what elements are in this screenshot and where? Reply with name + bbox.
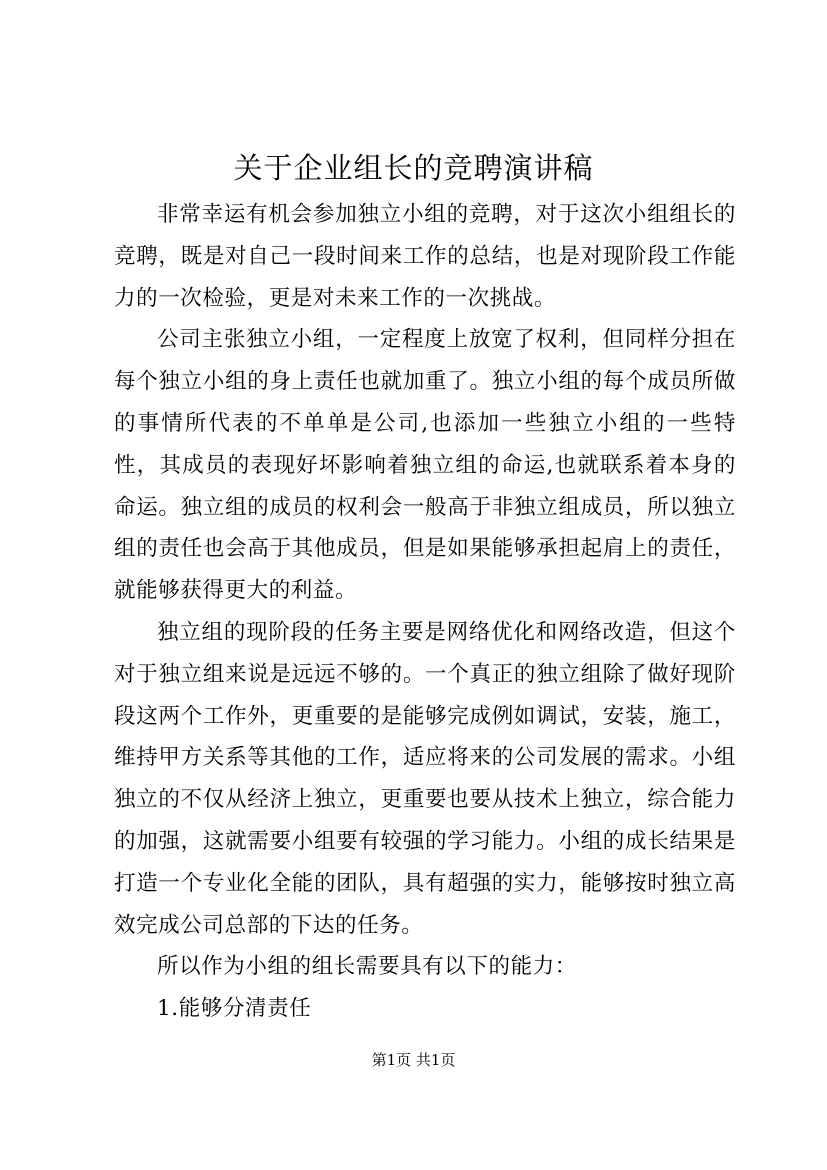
paragraph-responsibility: 公司主张独立小组，一定程度上放宽了权利，但同样分担在每个独立小组的身上责任也就加重了。独立小组的每个成员所做的事情所代表的不单单是公司,也添加一些独立小组的一些特性，其成员的表现好坏影响着独立组的命运,也就联系着本身的命运。独立组的成员的权利会一般高于非独立组成员，所以独立组的责任也会高于其他成员，但是如果能够承担起肩上的责任，就能够获得更大的利益。	[114, 327, 736, 604]
paragraph-intro: 非常幸运有机会参加独立小组的竞聘，对于这次小组组长的竞聘，既是对自己一段时间来工作的总结，也是对现阶段工作能力的一次检验，更是对未来工作的一次挑战。	[114, 202, 736, 311]
paragraph-tasks: 独立组的现阶段的任务主要是网络优化和网络改造，但这个对于独立组来说是远远不够的。一个真正的独立组除了做好现阶段这两个工作外，更重要的是能够完成例如调试，安装，施工，维持甲方关系等其他的工作，适应将来的公司发展的需求。小组独立的不仅从经济上独立，更重要也要从技术上独立，综合能力的加强，这就需要小组要有较强的学习能力。小组的成长结果是打造一个专业化全能的团队，具有超强的实力，能够按时独立高效完成公司总部的下达的任务。	[114, 619, 736, 938]
document-body	[114, 194, 736, 1030]
paragraph-abilities-intro: 所以作为小组的组长需要具有以下的能力：	[157, 954, 577, 980]
document-title: 关于企业组长的竞聘演讲稿	[233, 151, 594, 185]
page-footer: 第1页 共1页	[371, 1051, 456, 1069]
list-item-1: 1.能够分清责任	[157, 996, 312, 1022]
